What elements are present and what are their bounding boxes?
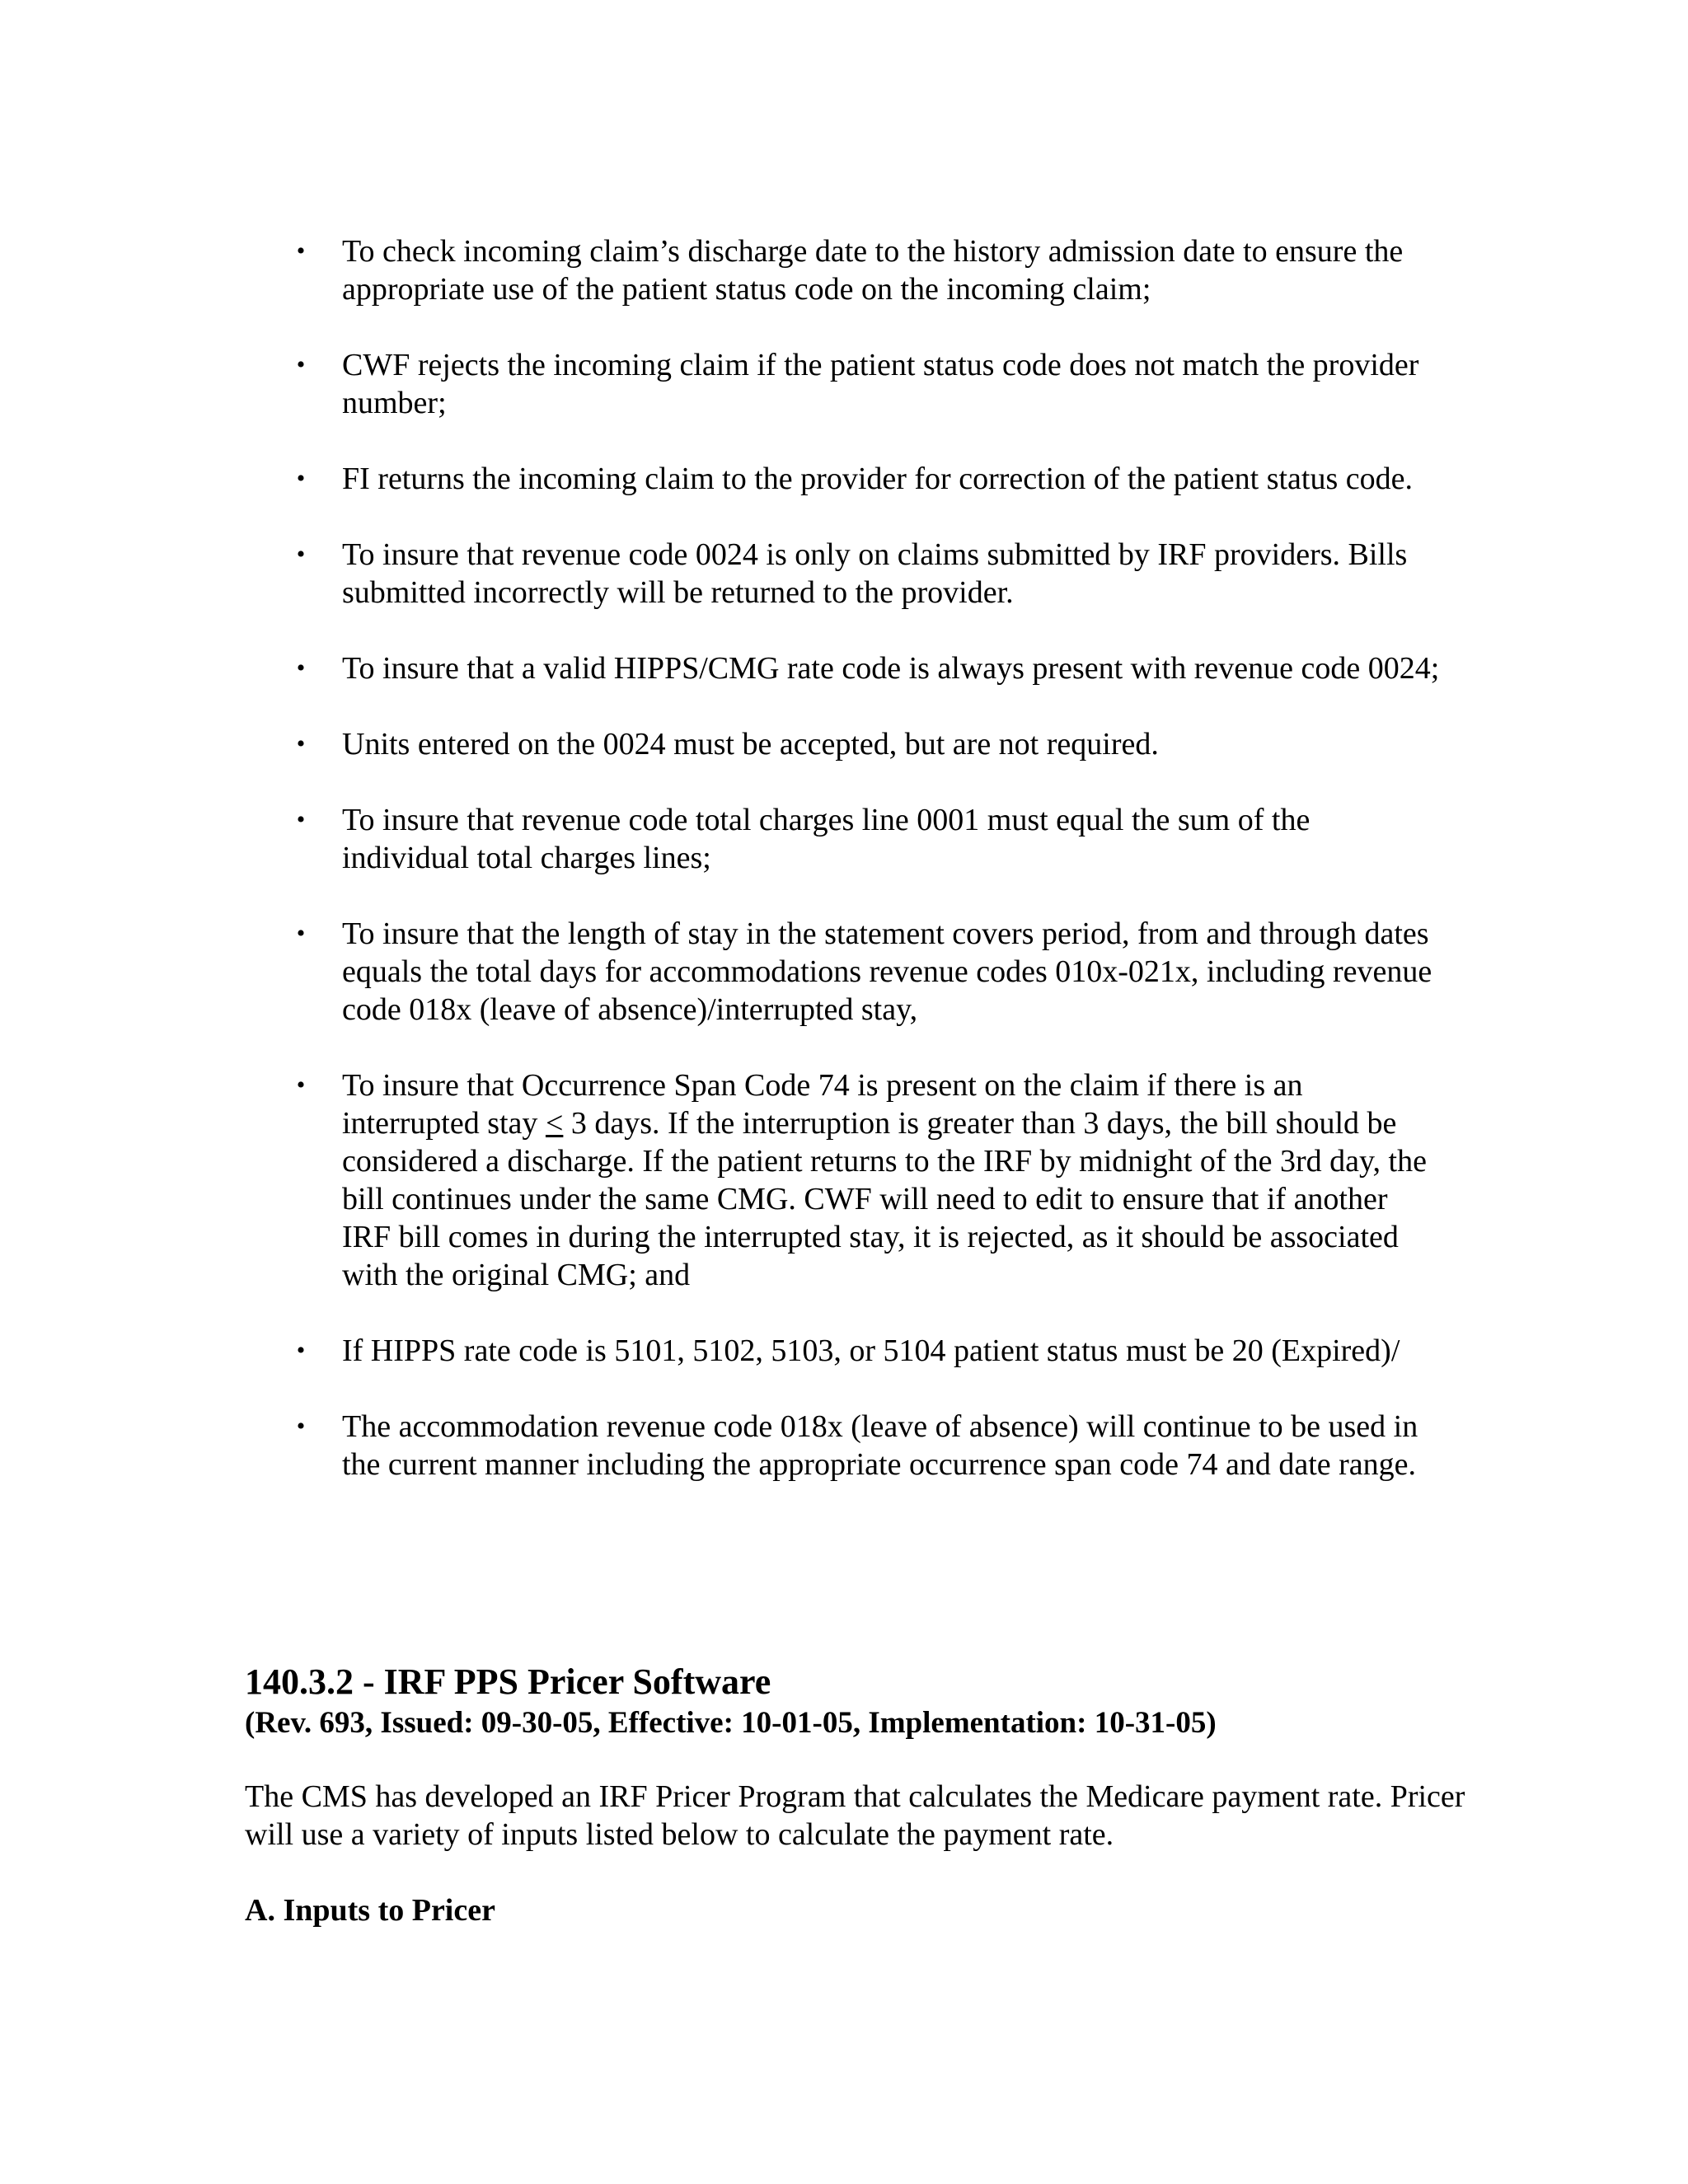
bullet-icon: • [296,541,306,568]
bullet-icon: • [296,351,306,378]
list-item-text: To insure that revenue code total charges line 0001 must equal the sum of the individual total charges lines; [342,803,1311,875]
list-item [0,346,1688,422]
list-item [0,725,1688,763]
inputs-subheading: A. Inputs to Pricer [245,1893,495,1928]
list-item-text [342,1066,1441,1294]
list-item [0,801,1688,877]
list-item [0,1408,1688,1483]
pricer-software-section [245,1661,1481,1929]
list-item-text-start: To insure that Occurrence Span Code 74 is present on the claim if there is an interrupted stay [342,1068,1303,1141]
section-heading: 140.3.2 - IRF PPS Pricer Software [245,1661,771,1702]
list-item [0,460,1688,498]
bullet-icon: • [296,465,306,492]
list-item [0,1332,1688,1370]
list-item-text: To insure that the length of stay in the statement covers period, from and through dates equals the total days for accommodations revenue codes 010x-021x, including revenue code 018x (leave of absence)/interrupted stay, [342,916,1432,1027]
bullet-icon: • [296,654,306,682]
revision-line: (Rev. 693, Issued: 09-30-05, Effective: 10-01-05, Implementation: 10-31-05) [245,1706,1217,1740]
list-item-text: To insure that revenue code 0024 is only on claims submitted by IRF providers. Bills submitted incorrectly will be returned to the provider. [342,537,1408,610]
bullet-icon: • [296,1413,306,1440]
bullet-icon: • [296,1071,306,1099]
bullet-icon: • [296,806,306,833]
bullet-icon: • [296,237,306,265]
less-than-or-equal-symbol: < [545,1106,564,1141]
intro-paragraph: The CMS has developed an IRF Pricer Program that calculates the Medicare payment rate. Pricer will use a variety of inputs listed below to calculate the payment rate. [245,1779,1465,1852]
list-item-text: CWF rejects the incoming claim if the patient status code does not match the provider number; [342,348,1419,420]
list-item-text: Units entered on the 0024 must be accepted, but are not required. [342,727,1159,762]
list-item-text: If HIPPS rate code is 5101, 5102, 5103, or 5104 patient status must be 20 (Expired)/ [342,1333,1400,1368]
list-item-text: The accommodation revenue code 018x (leave of absence) will continue to be used in the current manner including the appropriate occurrence span code 74 and date range. [342,1409,1418,1482]
list-item [0,649,1688,687]
list-item [0,1066,1688,1294]
list-item-text-end: 3 days. If the interruption is greater than 3 days, the bill should be considered a discharge. If the patient returns to the IRF by midnight of the 3rd day, the bill continues under the same CMG. CWF will need to edit to ensure that if another IRF bill comes in during the interrupted stay, it is rejected, as it should be associated with the original CMG; and [342,1106,1427,1292]
bullet-icon: • [296,730,306,757]
list-item [0,915,1688,1029]
list-item [0,232,1688,308]
bullet-icon: • [296,920,306,947]
list-item-text: To check incoming claim’s discharge date to the history admission date to ensure the appropriate use of the patient status code on the incoming claim; [342,234,1404,307]
list-item-text: To insure that a valid HIPPS/CMG rate code is always present with revenue code 0024; [342,651,1440,686]
list-item [0,536,1688,612]
list-item-text: FI returns the incoming claim to the provider for correction of the patient status code. [342,462,1413,496]
edit-requirements-list [0,232,1688,1521]
bullet-icon: • [296,1337,306,1364]
